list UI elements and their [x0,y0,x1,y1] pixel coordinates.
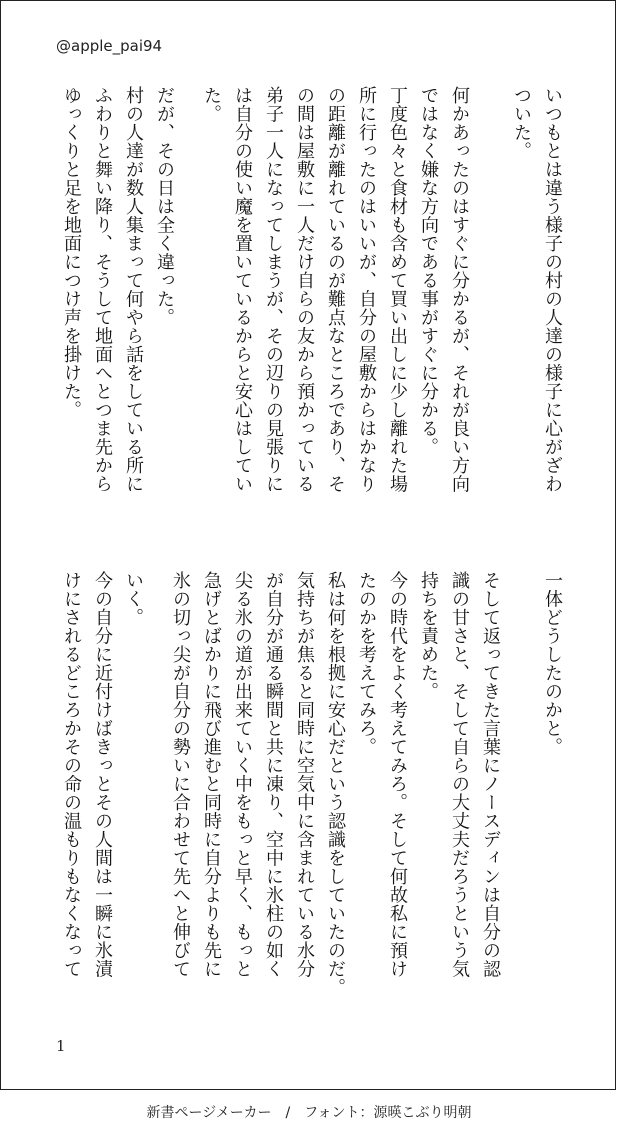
lower-line-14: いく。 [123,571,144,627]
author-handle: @apple_pai94 [56,37,163,55]
upper-line-12: た。 [201,86,222,123]
footer-credit: 新書ページメーカー / フォント：源暎こぶり明朝 [146,1105,472,1121]
page-number: 1 [56,1037,66,1055]
lower-line-16: けにされるどころかその命の温もりもなくなって [61,571,82,978]
upper-line-6: 丁度色々と食材も含めて買い出しに少し離れた場 [387,86,408,493]
lower-line-9: 気持ちが焦ると同時に空気中に含まれている水分 [294,571,315,978]
upper-line-14: 村の人達が数人集まって何やら話をしている所に [123,86,144,493]
upper-line-1: いつもとは違う様子の村の人達の様子に心がざわ [542,86,563,493]
lower-line-4: 識の甘さと、そして自らの大丈夫だろうという気 [449,571,470,978]
lower-line-10: が自分が通る瞬間と共に凍り、空中に氷柱の如く [263,571,284,978]
upper-line-11: は自分の使い魔を置いているからと安心はしてい [232,86,253,493]
lower-line-7: たのかを考えてみろ。 [356,571,377,756]
upper-line-7: 所に行ったのはいいが、自分の屋敷からはかなり [356,86,377,493]
lower-line-8: 私は何を根拠に安心だという認識をしていたのだ。 [325,571,346,997]
lower-line-5: 持ちを責めた。 [418,571,439,701]
upper-line-9: の間は屋敷に一人だけ自らの友から預かっている [294,86,315,493]
upper-line-15: ふわりと舞い降り、そうして地面へとつま先から [92,86,113,493]
upper-line-8: の距離が離れているのが難点なところであり、そ [325,86,346,493]
lower-line-1: 一体どうしたのかと。 [542,571,563,756]
lower-line-13: 氷の切っ尖が自分の勢いに合わせて先へと伸びて [170,571,191,978]
lower-line-6: 今の時代をよく考えてみろ。そして何故私に預け [387,571,408,978]
lower-line-2 [510,571,532,1011]
upper-line-2: ついた。 [511,86,532,160]
upper-line-16: ゆっくりと足を地面につけ声を掛けた。 [61,86,82,419]
upper-line-3 [479,86,501,526]
upper-line-4: 何かあったのはすぐに分かるが、それが良い方向 [449,86,470,493]
lower-line-3: そして返ってきた言葉にノースディンは自分の認 [480,571,501,978]
lower-line-15: 今の自分に近付けばきっとその人間は一瞬に氷漬 [92,571,113,978]
upper-line-5: ではなく嫌な方向である事がすぐに分かる。 [418,86,439,456]
lower-line-11: 尖る氷の道が出来ていく中をもっと早く、もっと [232,571,253,978]
lower-line-12: 急げとばかりに飛び進むと同時に自分よりも先に [201,571,222,978]
upper-line-13: だが、その日は全く違った。 [154,86,175,327]
upper-line-10: 弟子一人になってしまうが、その辺りの見張りに [263,86,284,493]
